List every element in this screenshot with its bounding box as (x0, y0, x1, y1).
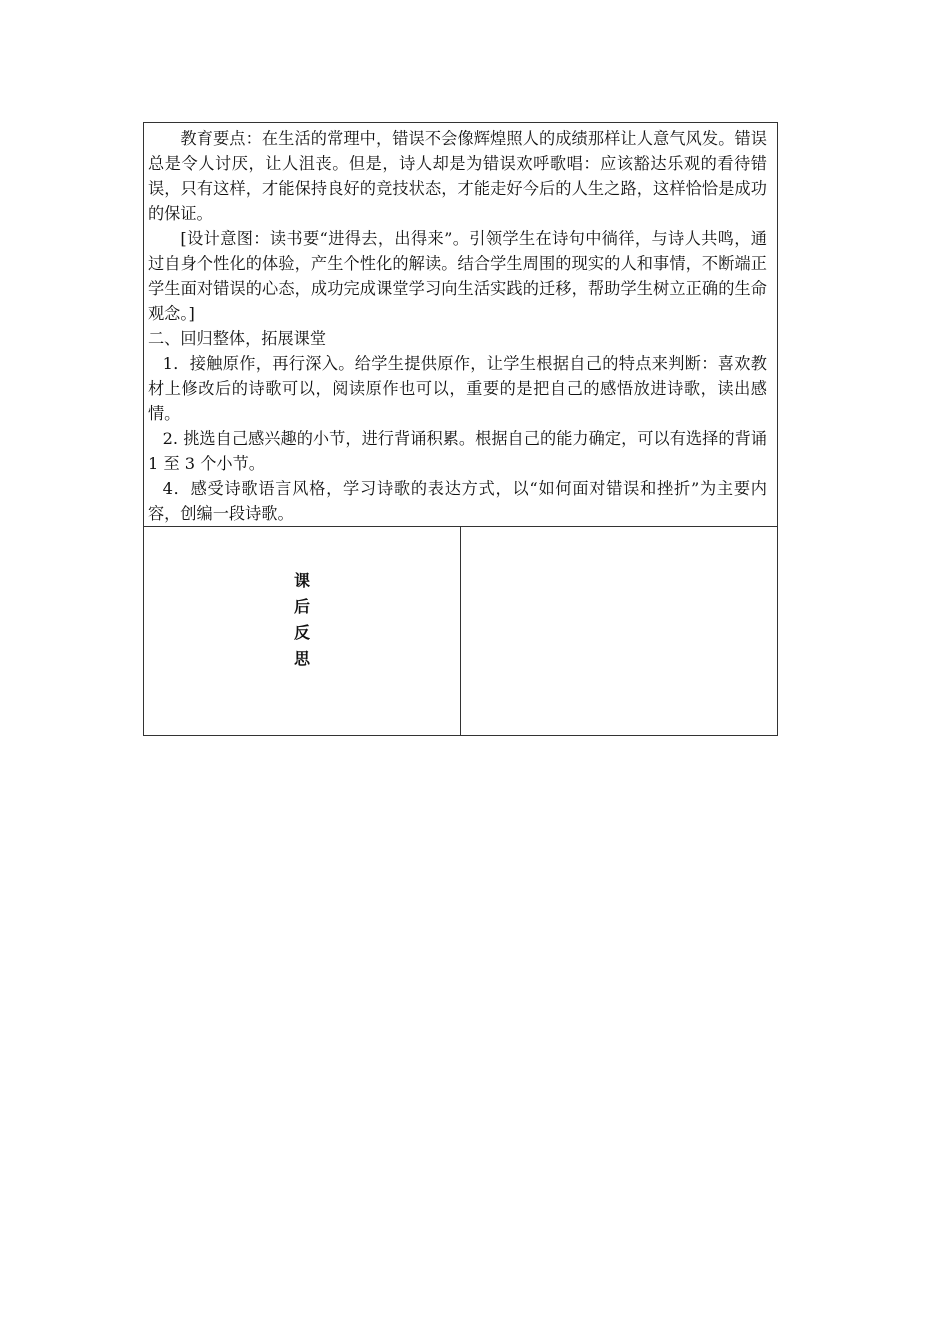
reflection-label: 课后反思 (293, 571, 310, 668)
reflection-row (144, 527, 778, 736)
lesson-plan-table (143, 122, 778, 736)
design-intent-paragraph: [设计意图：读书要“进得去，出得来”。引领学生在诗句中徜徉，与诗人共鸣，通过自身个性化的体验，产生个性化的解读。结合学生周围的现实的人和事情，不断端正学生面对错误的心态，成功完成课堂学习向生活实践的迁移，帮助学生树立正确的生命观念。] (148, 229, 767, 323)
reflection-label-cell (144, 527, 461, 736)
section-heading: 二、回归整体，拓展课堂 (148, 329, 327, 348)
step-4-paragraph: 4．感受诗歌语言风格，学习诗歌的表达方式，以“如何面对错误和挫折”为主要内容，创编一段诗歌。 (148, 479, 767, 523)
content-cell (144, 123, 778, 527)
step-1-paragraph: 1．接触原作，再行深入。给学生提供原作，让学生根据自己的特点来判断：喜欢教材上修改后的诗歌可以，阅读原作也可以，重要的是把自己的感悟放进诗歌，读出感情。 (148, 354, 767, 423)
content-row (144, 123, 778, 527)
step-2-paragraph: 2. 挑选自己感兴趣的小节，进行背诵积累。根据自己的能力确定，可以有选择的背诵 1 至 3 个小节。 (148, 429, 767, 473)
content-body (144, 123, 771, 526)
reflection-content-cell[interactable] (461, 527, 778, 736)
education-points-paragraph: 教育要点：在生活的常理中，错误不会像辉煌照人的成绩那样让人意气风发。错误总是令人讨厌，让人沮丧。但是，诗人却是为错误欢呼歌唱：应该豁达乐观的看待错误，只有这样，才能保持良好的竞技状态，才能走好今后的人生之路，这样恰恰是成功的保证。 (148, 129, 767, 223)
